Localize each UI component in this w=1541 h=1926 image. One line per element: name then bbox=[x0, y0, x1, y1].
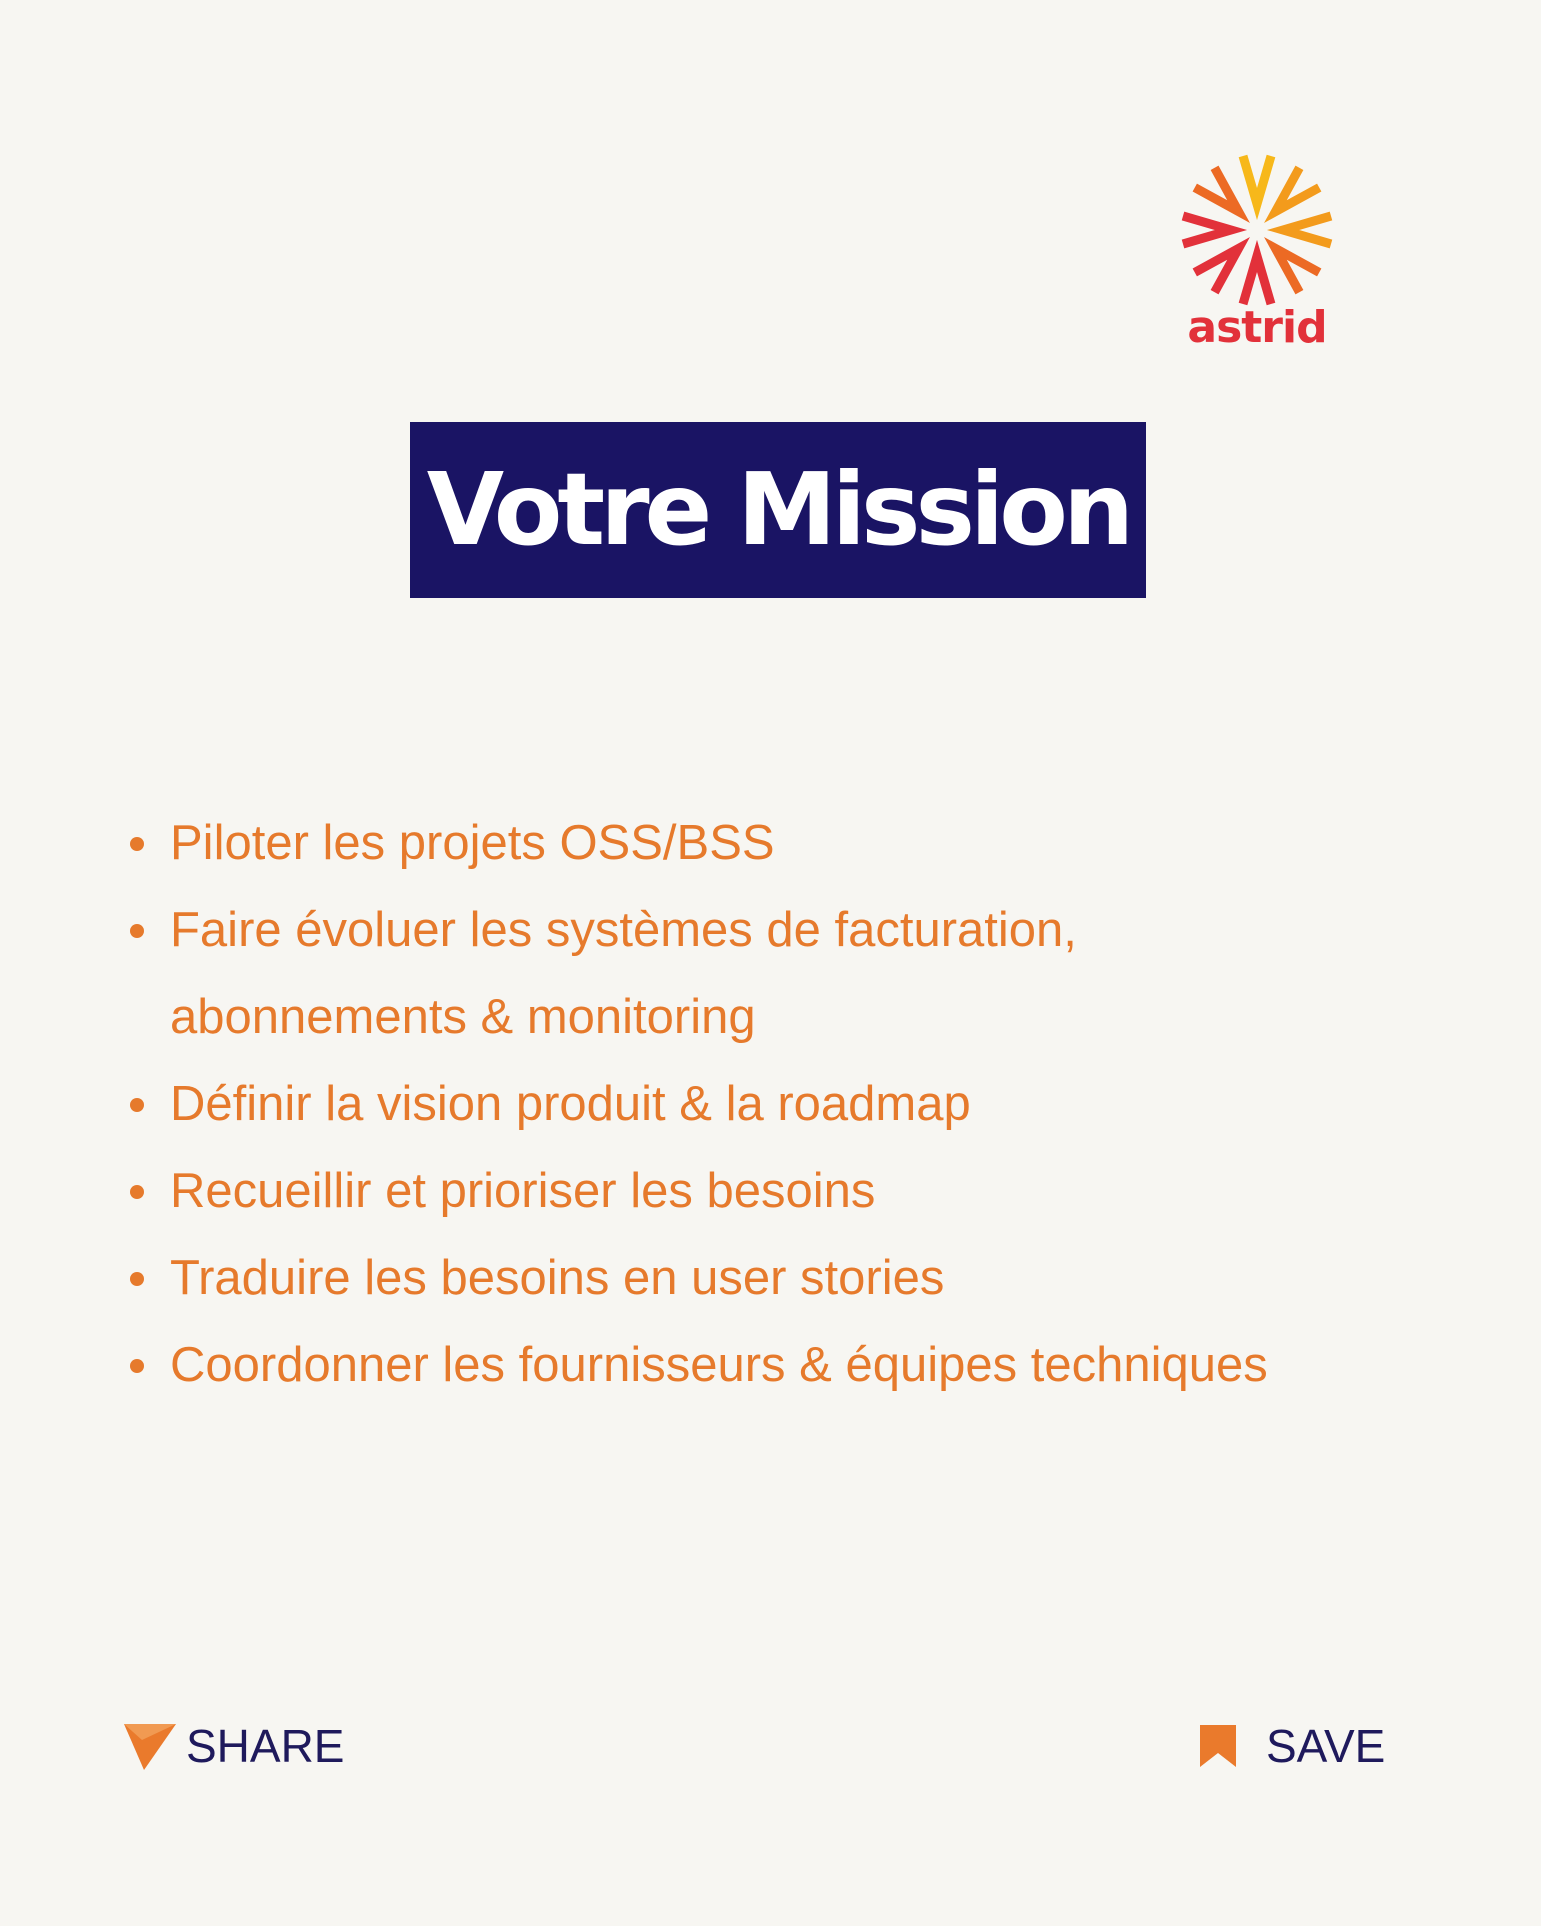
bullet-icon bbox=[130, 1098, 144, 1112]
mission-item bbox=[130, 1061, 1460, 1148]
mission-item bbox=[130, 1322, 1460, 1409]
paper-plane-icon bbox=[122, 1720, 178, 1772]
mission-item bbox=[130, 800, 1460, 887]
logo-ray bbox=[1195, 168, 1249, 222]
mission-text: Faire évoluer les systèmes de facturation, abonnements & monitoring bbox=[170, 903, 1077, 1044]
mission-item bbox=[130, 887, 1260, 1061]
share-button[interactable] bbox=[122, 1718, 344, 1774]
save-button[interactable] bbox=[1200, 1718, 1385, 1774]
logo-ray bbox=[1243, 156, 1271, 204]
mission-item bbox=[130, 1148, 1460, 1235]
mission-text: Coordonner les fournisseurs & équipes techniques bbox=[170, 1338, 1268, 1392]
share-label: SHARE bbox=[186, 1720, 345, 1772]
astrid-logo bbox=[1172, 150, 1342, 370]
logo-wordmark: astrid bbox=[1187, 302, 1327, 353]
mission-text: Définir la vision produit & la roadmap bbox=[170, 1077, 971, 1131]
logo-ray bbox=[1265, 238, 1319, 292]
logo-ray bbox=[1283, 216, 1331, 244]
bullet-icon bbox=[130, 1185, 144, 1199]
logo-ray bbox=[1195, 238, 1249, 292]
page-title: Votre Mission bbox=[426, 451, 1130, 568]
bullet-icon bbox=[130, 1272, 144, 1286]
sunburst-logo-icon bbox=[1172, 150, 1342, 310]
logo-ray bbox=[1243, 256, 1271, 304]
bookmark-icon bbox=[1200, 1725, 1236, 1767]
bullet-icon bbox=[130, 1359, 144, 1373]
logo-ray bbox=[1265, 168, 1319, 222]
mission-text: Recueillir et prioriser les besoins bbox=[170, 1164, 876, 1218]
title-banner bbox=[410, 422, 1146, 598]
logo-ray bbox=[1183, 216, 1231, 244]
bullet-icon bbox=[130, 924, 144, 938]
mission-text: Piloter les projets OSS/BSS bbox=[170, 816, 775, 870]
mission-text: Traduire les besoins en user stories bbox=[170, 1251, 945, 1305]
bullet-icon bbox=[130, 837, 144, 851]
save-label: SAVE bbox=[1266, 1720, 1386, 1772]
mission-item bbox=[130, 1235, 1460, 1322]
mission-list bbox=[130, 800, 1460, 1409]
